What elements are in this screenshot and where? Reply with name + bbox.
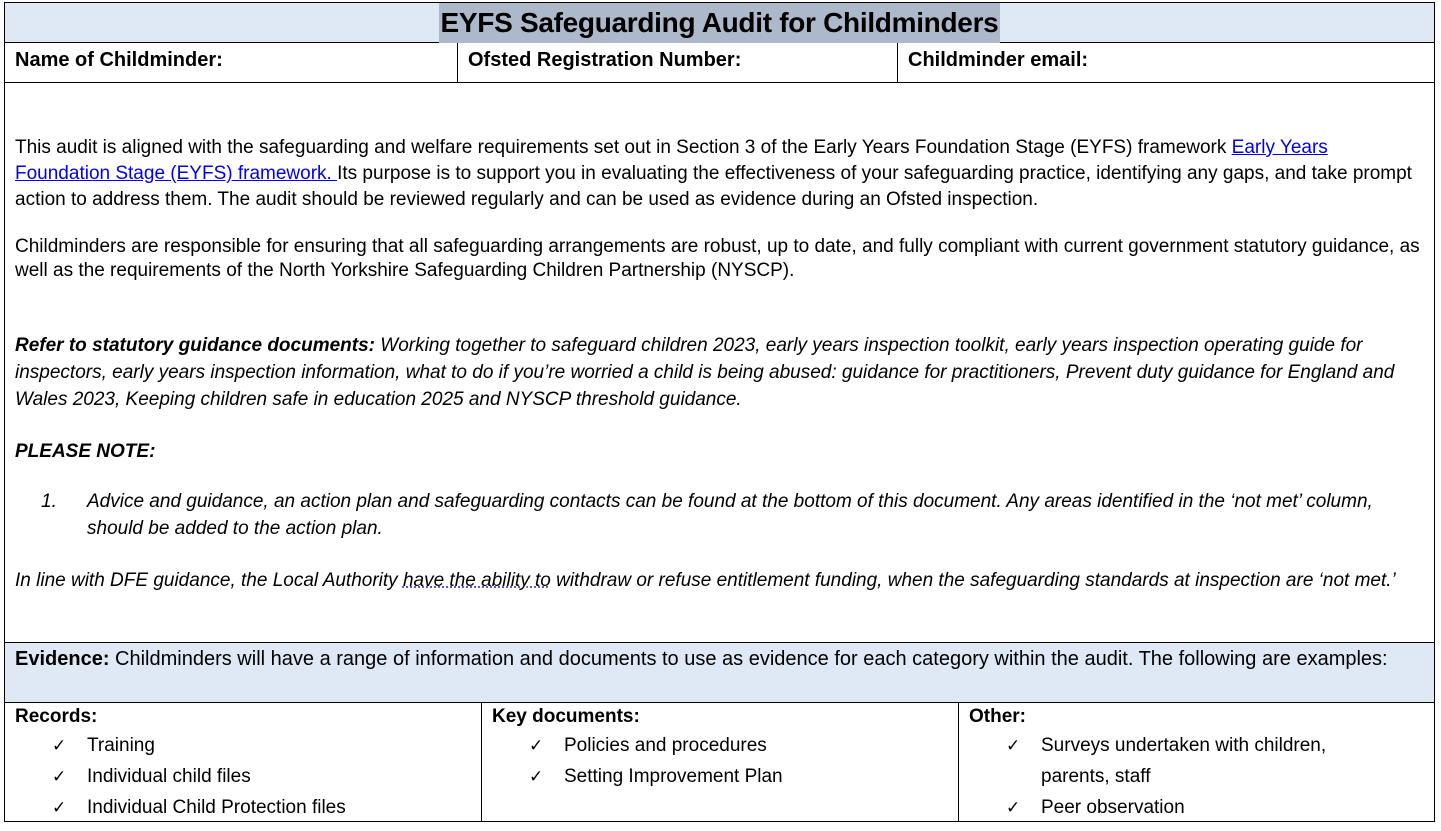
check-icon: ✓: [1006, 736, 1021, 755]
evidence-item: [15, 792, 481, 823]
evidence-column-other: [959, 703, 1434, 821]
childminder-name-field[interactable]: [5, 43, 458, 82]
ofsted-number-field[interactable]: [458, 43, 898, 82]
info-row: [5, 43, 1434, 83]
check-icon: ✓: [52, 767, 67, 786]
funding-text-post: withdraw or refuse entitlement funding, when the safeguarding standards at inspection are ‘not met.’: [550, 570, 1396, 591]
eyfs-framework-link[interactable]: Early Years Foundation Stage (EYFS) framework.: [15, 137, 1328, 184]
evidence-item-text: Individual Child Protection files: [87, 797, 346, 818]
evidence-item-text: Training: [87, 735, 155, 756]
funding-text-flagged: have the ability to: [402, 570, 551, 591]
audit-document: [4, 2, 1435, 822]
check-icon: ✓: [529, 767, 544, 786]
title-row: [5, 3, 1434, 43]
childminder-email-label: Childminder email:: [908, 49, 1089, 71]
intro-section: [5, 83, 1434, 643]
evidence-column-records: [5, 703, 482, 821]
evidence-item-text: Peer observation: [1041, 797, 1185, 818]
page-title: EYFS Safeguarding Audit for Childminders: [439, 3, 1001, 43]
evidence-label: Evidence:: [15, 648, 110, 670]
guidance-paragraph: [15, 332, 1425, 413]
childminder-email-field[interactable]: [898, 43, 1434, 82]
funding-paragraph: [15, 567, 1425, 594]
evidence-text: Childminders will have a range of information and documents to use as evidence for each category within the audit. The following are examples:: [109, 648, 1388, 670]
guidance-label: Refer to statutory guidance documents:: [15, 335, 375, 356]
check-icon: ✓: [52, 798, 67, 817]
evidence-column-title: Other:: [969, 706, 1026, 727]
evidence-item-text: Policies and procedures: [564, 735, 767, 756]
evidence-item-text: Surveys undertaken with children, parents, staff: [1041, 735, 1327, 787]
intro-text-rest: Its purpose is to support you in evaluating the effectiveness of your safeguarding practice, identifying any gaps, and take prompt action to address them. The audit should be reviewed regularly and can be used as evidence during an Ofsted inspection.: [15, 163, 1412, 210]
evidence-item: [969, 730, 1371, 792]
evidence-columns: [5, 703, 1434, 821]
evidence-column-title: Records:: [15, 706, 98, 727]
responsibility-paragraph: Childminders are responsible for ensuring that all safeguarding arrangements are robust, up to date, and fully compliant with current government statutory guidance, as well as the requirements of the North Yorkshire Safeguarding Children Partnership (NYSCP).: [15, 236, 1420, 281]
evidence-column-key-documents: [482, 703, 959, 821]
evidence-item-text: Setting Improvement Plan: [564, 766, 783, 787]
note-number: 1.: [41, 491, 57, 512]
evidence-item: [15, 730, 481, 761]
check-icon: ✓: [529, 736, 544, 755]
guidance-text: Working together to safeguard children 2023, early years inspection toolkit, early years inspection operating guide for inspectors, early years inspection information, what to do if you’re worried a child is being abused: guidance for practitioners, Prevent duty guidance for England and Wales 2023, Keeping children safe in education 2025 and NYSCP threshold guidance.: [15, 335, 1395, 410]
intro-paragraph: [15, 135, 1425, 213]
evidence-item: [15, 761, 481, 792]
evidence-item: [492, 761, 958, 792]
evidence-header: [5, 643, 1434, 703]
note-text: Advice and guidance, an action plan and safeguarding contacts can be found at the bottom of this document. Any areas identified in the ‘not met’ column, should be added to the action plan.: [87, 491, 1373, 539]
evidence-item: [492, 730, 958, 761]
check-icon: ✓: [1006, 798, 1021, 817]
evidence-column-title: Key documents:: [492, 706, 640, 727]
evidence-item: [969, 792, 1434, 823]
ofsted-number-label: Ofsted Registration Number:: [468, 49, 742, 71]
intro-text: This audit is aligned with the safeguarding and welfare requirements set out in Section 3 of the Early Years Foundation Stage (EYFS) framework: [15, 137, 1232, 158]
childminder-name-label: Name of Childminder:: [15, 49, 223, 71]
check-icon: ✓: [52, 736, 67, 755]
evidence-item-text: Individual child files: [87, 766, 251, 787]
please-note-heading: PLEASE NOTE:: [15, 441, 156, 462]
funding-text-pre: In line with DFE guidance, the Local Authority: [15, 570, 403, 591]
